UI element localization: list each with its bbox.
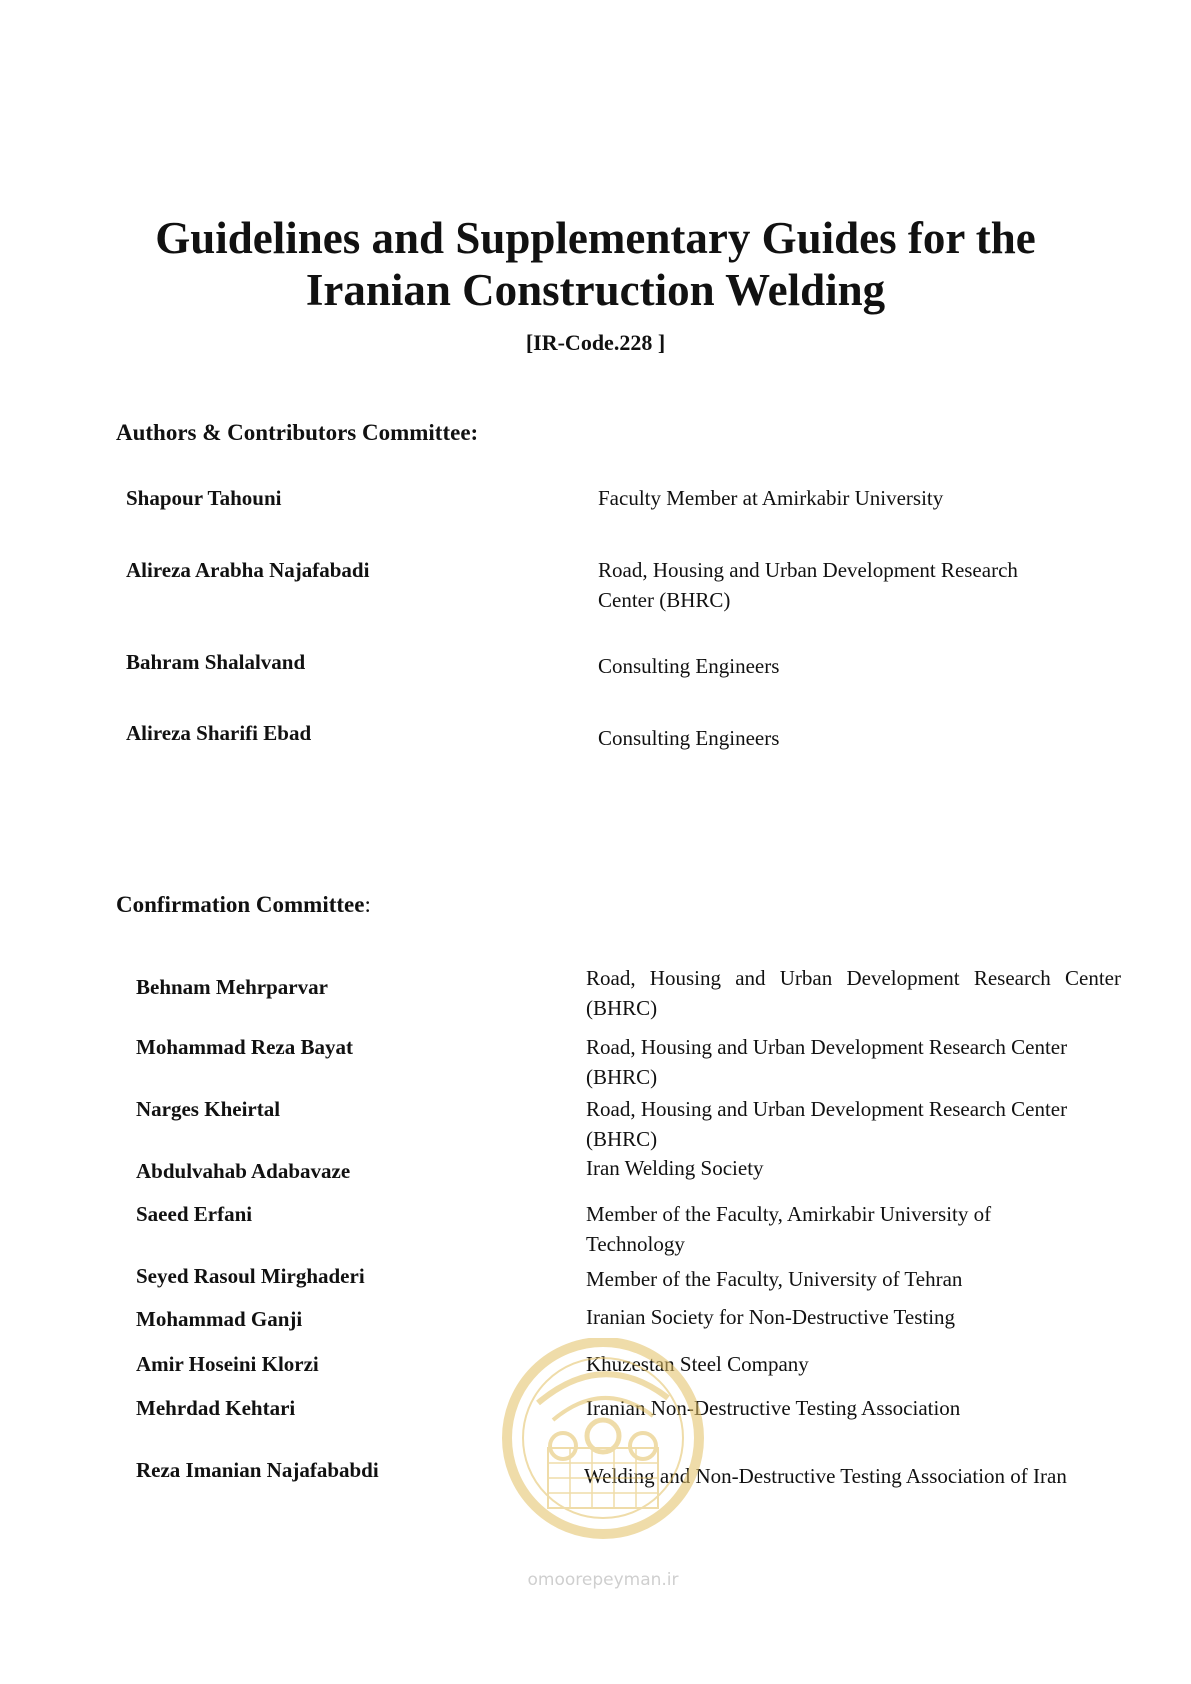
member-name: Mohammad Ganji bbox=[136, 1307, 303, 1331]
member-affiliation: Iran Welding Society bbox=[586, 1156, 764, 1180]
author-affiliation: Road, Housing and Urban Development Research Center (BHRC) bbox=[598, 558, 1018, 612]
watermark bbox=[493, 1338, 713, 1598]
member-affiliation: Road, Housing and Urban Development Research Center (BHRC) bbox=[586, 1097, 1068, 1151]
member-affiliation: Member of the Faculty, Amirkabir University of Technology bbox=[586, 1202, 992, 1256]
author-affiliation: Consulting Engineers bbox=[598, 726, 780, 750]
member-name: Seyed Rasoul Mirghaderi bbox=[136, 1264, 365, 1288]
author-name: Alireza Sharifi Ebad bbox=[126, 721, 312, 745]
confirmation-heading-text: Confirmation Committee bbox=[116, 892, 365, 917]
member-name: Abdulvahab Adabavaze bbox=[136, 1159, 351, 1183]
confirmation-heading bbox=[116, 892, 371, 918]
member-name: Narges Kheirtal bbox=[136, 1097, 281, 1121]
member-affiliation: Welding and Non-Destructive Testing Association of Iran bbox=[584, 1464, 1067, 1488]
title-line-2: Iranian Construction Welding bbox=[305, 265, 886, 315]
document-code: [IR-Code.228 ] bbox=[525, 330, 666, 355]
watermark-text: omoorepeyman.ir bbox=[527, 1570, 679, 1590]
member-affiliation: Road, Housing and Urban Development Research Center (BHRC) bbox=[586, 1035, 1068, 1089]
member-name: Mohammad Reza Bayat bbox=[136, 1035, 353, 1059]
member-affiliation: Iranian Society for Non-Destructive Testing bbox=[586, 1305, 956, 1329]
author-name: Shapour Tahouni bbox=[126, 486, 282, 510]
member-name: Behnam Mehrparvar bbox=[136, 975, 328, 999]
title-line-1: Guidelines and Supplementary Guides for the bbox=[155, 213, 1036, 263]
member-affiliation: Khuzestan Steel Company bbox=[586, 1352, 809, 1376]
member-name: Reza Imanian Najafababdi bbox=[136, 1458, 379, 1482]
member-affiliation: Road, Housing and Urban Development Research Center (BHRC) bbox=[586, 966, 1121, 1020]
confirmation-heading-colon: : bbox=[364, 892, 371, 917]
member-name: Amir Hoseini Klorzi bbox=[136, 1352, 319, 1376]
member-name: Mehrdad Kehtari bbox=[136, 1396, 296, 1420]
document-title bbox=[0, 212, 1191, 316]
author-affiliation: Consulting Engineers bbox=[598, 654, 780, 678]
member-affiliation: Member of the Faculty, University of Tehran bbox=[586, 1267, 963, 1291]
author-affiliation: Faculty Member at Amirkabir University bbox=[598, 486, 944, 510]
authors-heading: Authors & Contributors Committee: bbox=[116, 420, 479, 445]
seal-logo-icon bbox=[493, 1338, 713, 1598]
author-name: Bahram Shalalvand bbox=[126, 650, 306, 674]
member-name: Saeed Erfani bbox=[136, 1202, 253, 1226]
author-name: Alireza Arabha Najafabadi bbox=[126, 558, 370, 582]
member-affiliation: Iranian Non-Destructive Testing Association bbox=[586, 1396, 961, 1420]
